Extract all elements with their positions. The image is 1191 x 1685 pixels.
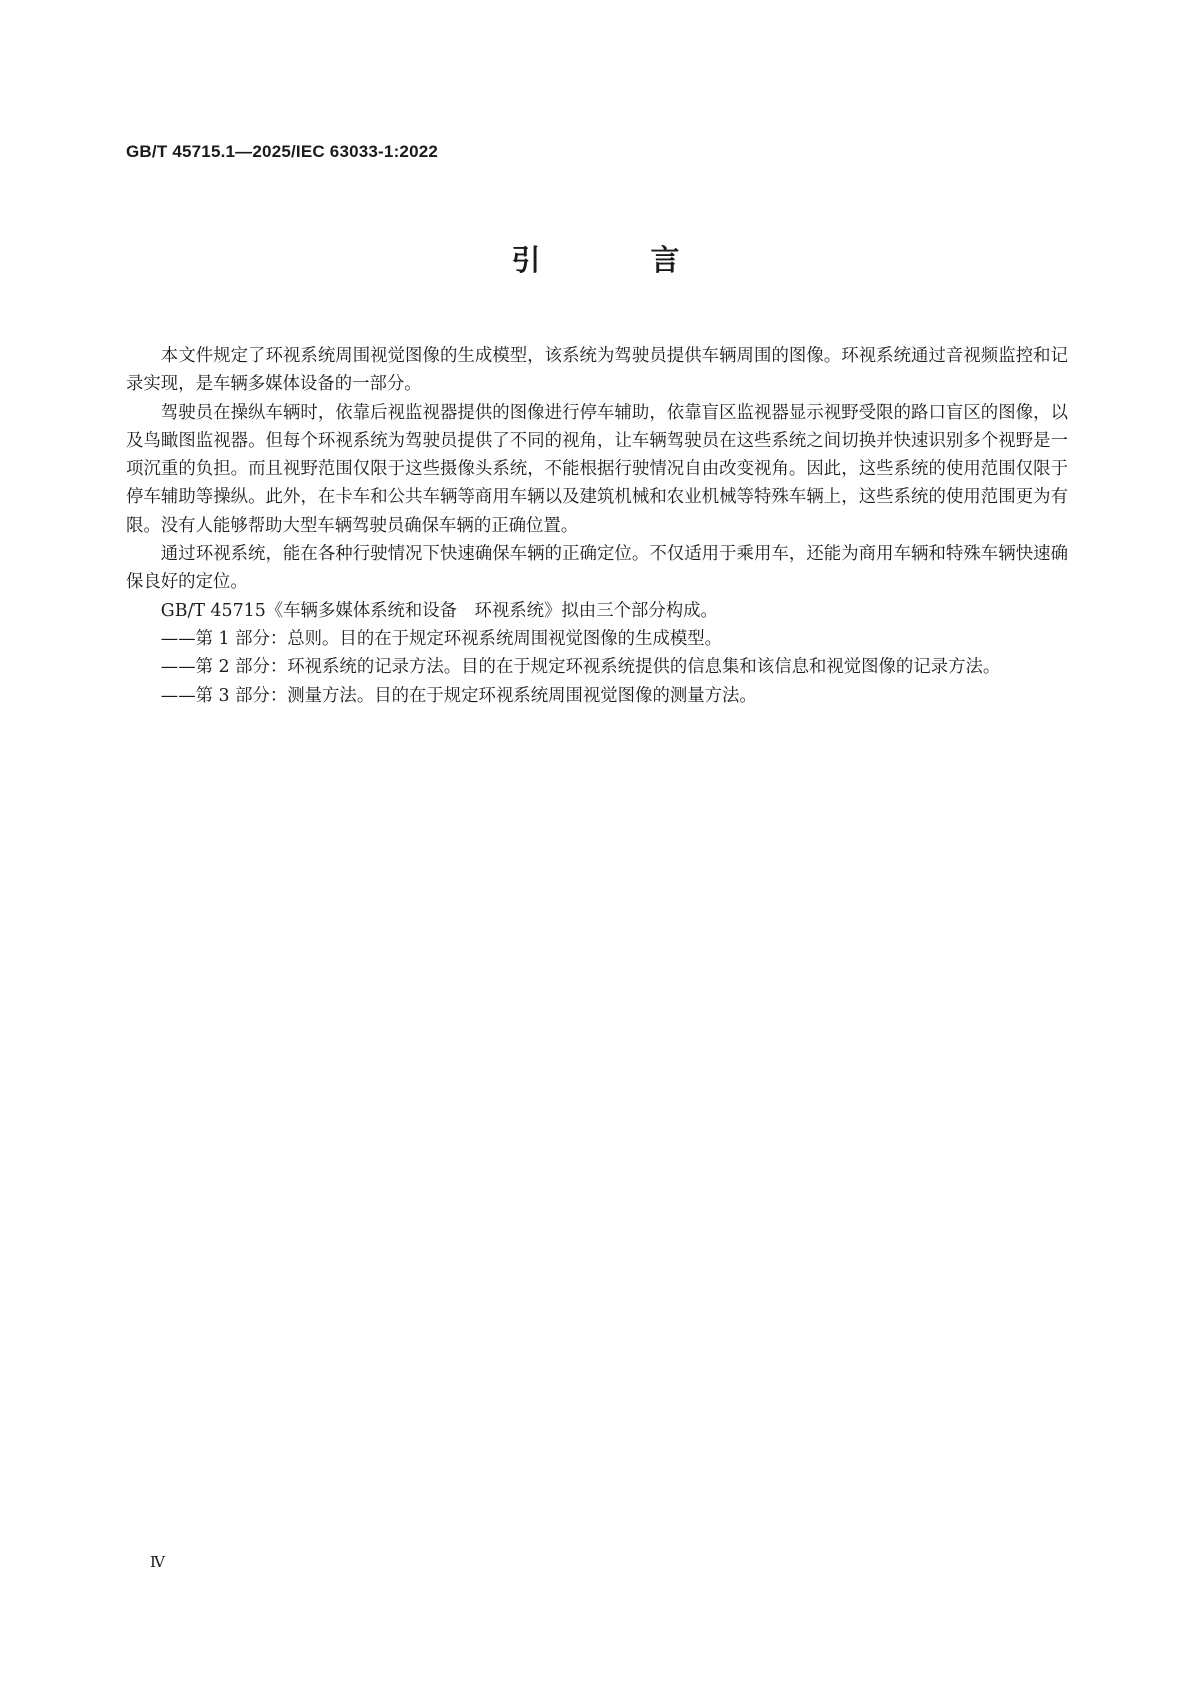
paragraph-structure: GB/T 45715《车辆多媒体系统和设备 环视系统》拟由三个部分构成。 <box>160 600 718 621</box>
standard-code-header <box>126 142 438 162</box>
document-body <box>126 342 1068 710</box>
paragraph-intro: 本文件规定了环视系统周围视觉图像的生成模型，该系统为驾驶员提供车辆周围的图像。环视系统通过音视频监控和记录实现，是车辆多媒体设备的一部分。 <box>126 346 1068 395</box>
paragraph-solution: 通过环视系统，能在各种行驶情况下快速确保车辆的正确定位。不仅适用于乘用车，还能为商用车辆和特殊车辆快速确保良好的定位。 <box>126 544 1068 593</box>
page-title: 引 言 <box>511 243 730 277</box>
page-number: Ⅳ <box>150 1553 165 1571</box>
list-item-part-1: ——第 1 部分：总则。目的在于规定环视系统周围视觉图像的生成模型。 <box>160 628 723 649</box>
list-item-part-2: ——第 2 部分：环视系统的记录方法。目的在于规定环视系统提供的信息集和该信息和视觉图像的记录方法。 <box>160 657 1001 678</box>
paragraph-problem: 驾驶员在操纵车辆时，依靠后视监视器提供的图像进行停车辅助，依靠盲区监视器显示视野受限的路口盲区的图像，以及鸟瞰图监视器。但每个环视系统为驾驶员提供了不同的视角，让车辆驾驶员在这些系统之间切换并快速识别多个视野是一项沉重的负担。而且视野范围仅限于这些摄像头系统，不能根据行驶情况自由改变视角。因此，这些系统的使用范围仅限于停车辅助等操纵。此外，在卡车和公共车辆等商用车辆以及建筑机械和农业机械等特殊车辆上，这些系统的使用范围更为有限。没有人能够帮助大型车辆驾驶员确保车辆的正确位置。 <box>126 402 1068 536</box>
list-item-part-3: ——第 3 部分：测量方法。目的在于规定环视系统周围视觉图像的测量方法。 <box>160 685 757 706</box>
standard-code: GB/T 45715.1—2025/IEC 63033-1:2022 <box>126 142 439 161</box>
